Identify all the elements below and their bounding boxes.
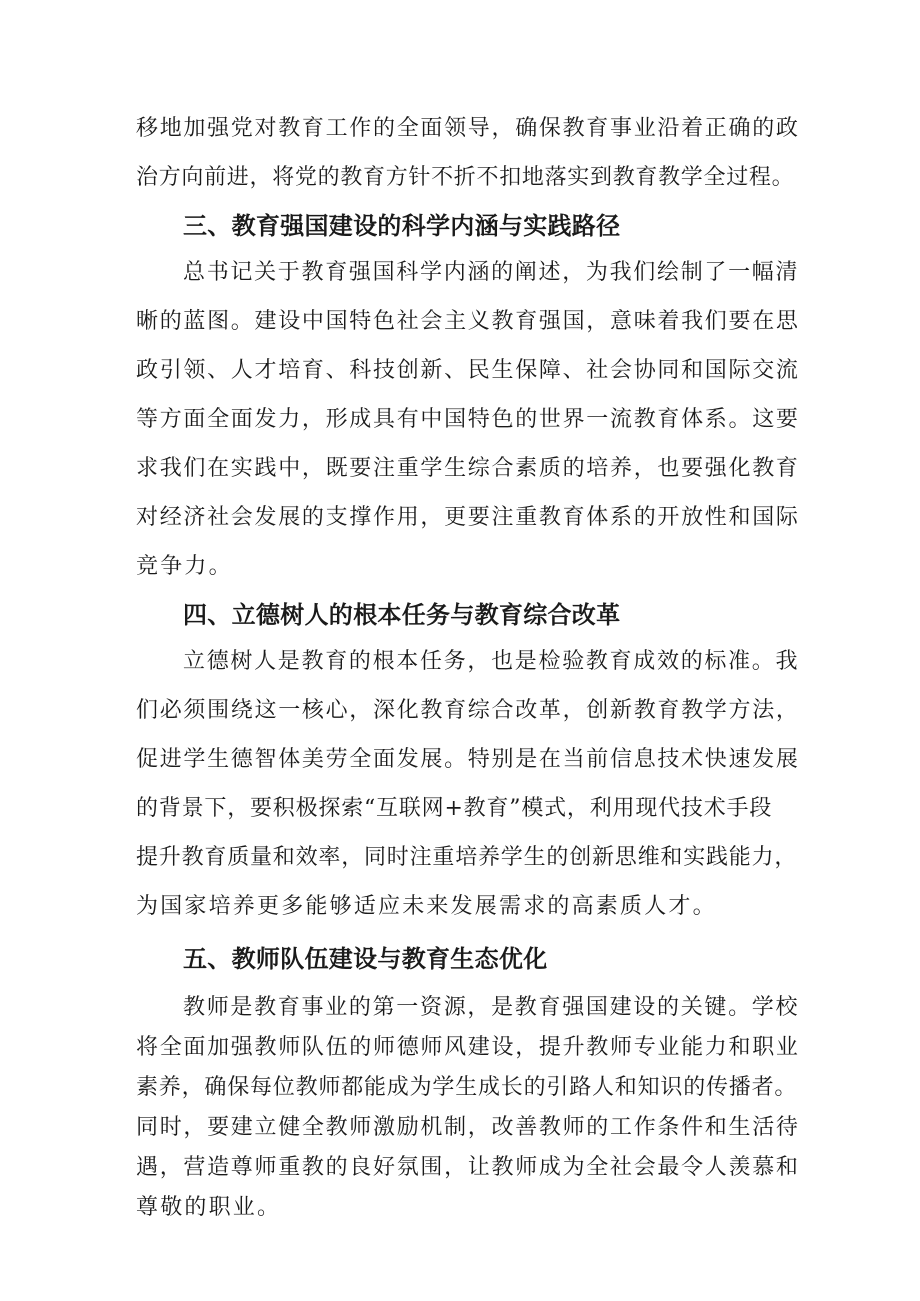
paragraph-line: 为国家培养更多能够适应未来发展需求的高素质人才。: [136, 894, 717, 919]
paragraph-line: 们必须围绕这一核心，深化教育综合改革，创新教育教学方法，: [136, 698, 800, 723]
section-heading-5: 五、教师队伍建设与教育生态优化: [183, 945, 548, 973]
paragraph-line: 求我们在实践中，既要注重学生综合素质的培养，也要强化教育: [136, 456, 800, 481]
paragraph-line: 移地加强党对教育工作的全面领导，确保教育事业沿着正确的政: [136, 116, 800, 141]
paragraph-line: 的背景下，要积极探索“互联网+教育”模式，利用现代技术手段: [136, 796, 773, 821]
paragraph-line: 同时，要建立健全教师激励机制，改善教师的工作条件和生活待: [136, 1115, 800, 1140]
paragraph-line: 遇，营造尊师重教的良好氛围，让教师成为全社会最令人羡慕和: [136, 1155, 800, 1180]
section-heading-4: 四、立德树人的根本任务与教育综合改革: [183, 601, 621, 629]
paragraph-line: 立德树人是教育的根本任务，也是检验教育成效的标准。我: [183, 649, 800, 674]
paragraph-line: 等方面全面发力，形成具有中国特色的世界一流教育体系。这要: [136, 407, 800, 432]
section-heading-3: 三、教育强国建设的科学内涵与实践路径: [183, 212, 621, 240]
paragraph-line: 竞争力。: [136, 554, 233, 579]
paragraph-line: 提升教育质量和效率，同时注重培养学生的创新思维和实践能力，: [136, 845, 798, 870]
paragraph-line: 政引领、人才培育、科技创新、民生保障、社会协同和国际交流: [136, 358, 800, 383]
paragraph-line: 治方向前进，将党的教育方针不折不扣地落实到教育教学全过程。: [136, 165, 795, 190]
paragraph-line: 对经济社会发展的支撑作用，更要注重教育体系的开放性和国际: [136, 505, 800, 530]
paragraph-line: 尊敬的职业。: [136, 1195, 282, 1220]
paragraph-line: 总书记关于教育强国科学内涵的阐述，为我们绘制了一幅清: [183, 260, 800, 285]
paragraph-line: 促进学生德智体美劳全面发展。特别是在当前信息技术快速发展: [136, 747, 800, 772]
paragraph-line: 晰的蓝图。建设中国特色社会主义教育强国，意味着我们要在思: [136, 309, 800, 334]
paragraph-line: 将全面加强教师队伍的师德师风建设，提升教师专业能力和职业: [136, 1035, 800, 1060]
paragraph-line: 素养，确保每位教师都能成为学生成长的引路人和知识的传播者。: [136, 1075, 798, 1100]
paragraph-line: 教师是教育事业的第一资源，是教育强国建设的关键。学校: [183, 995, 800, 1020]
